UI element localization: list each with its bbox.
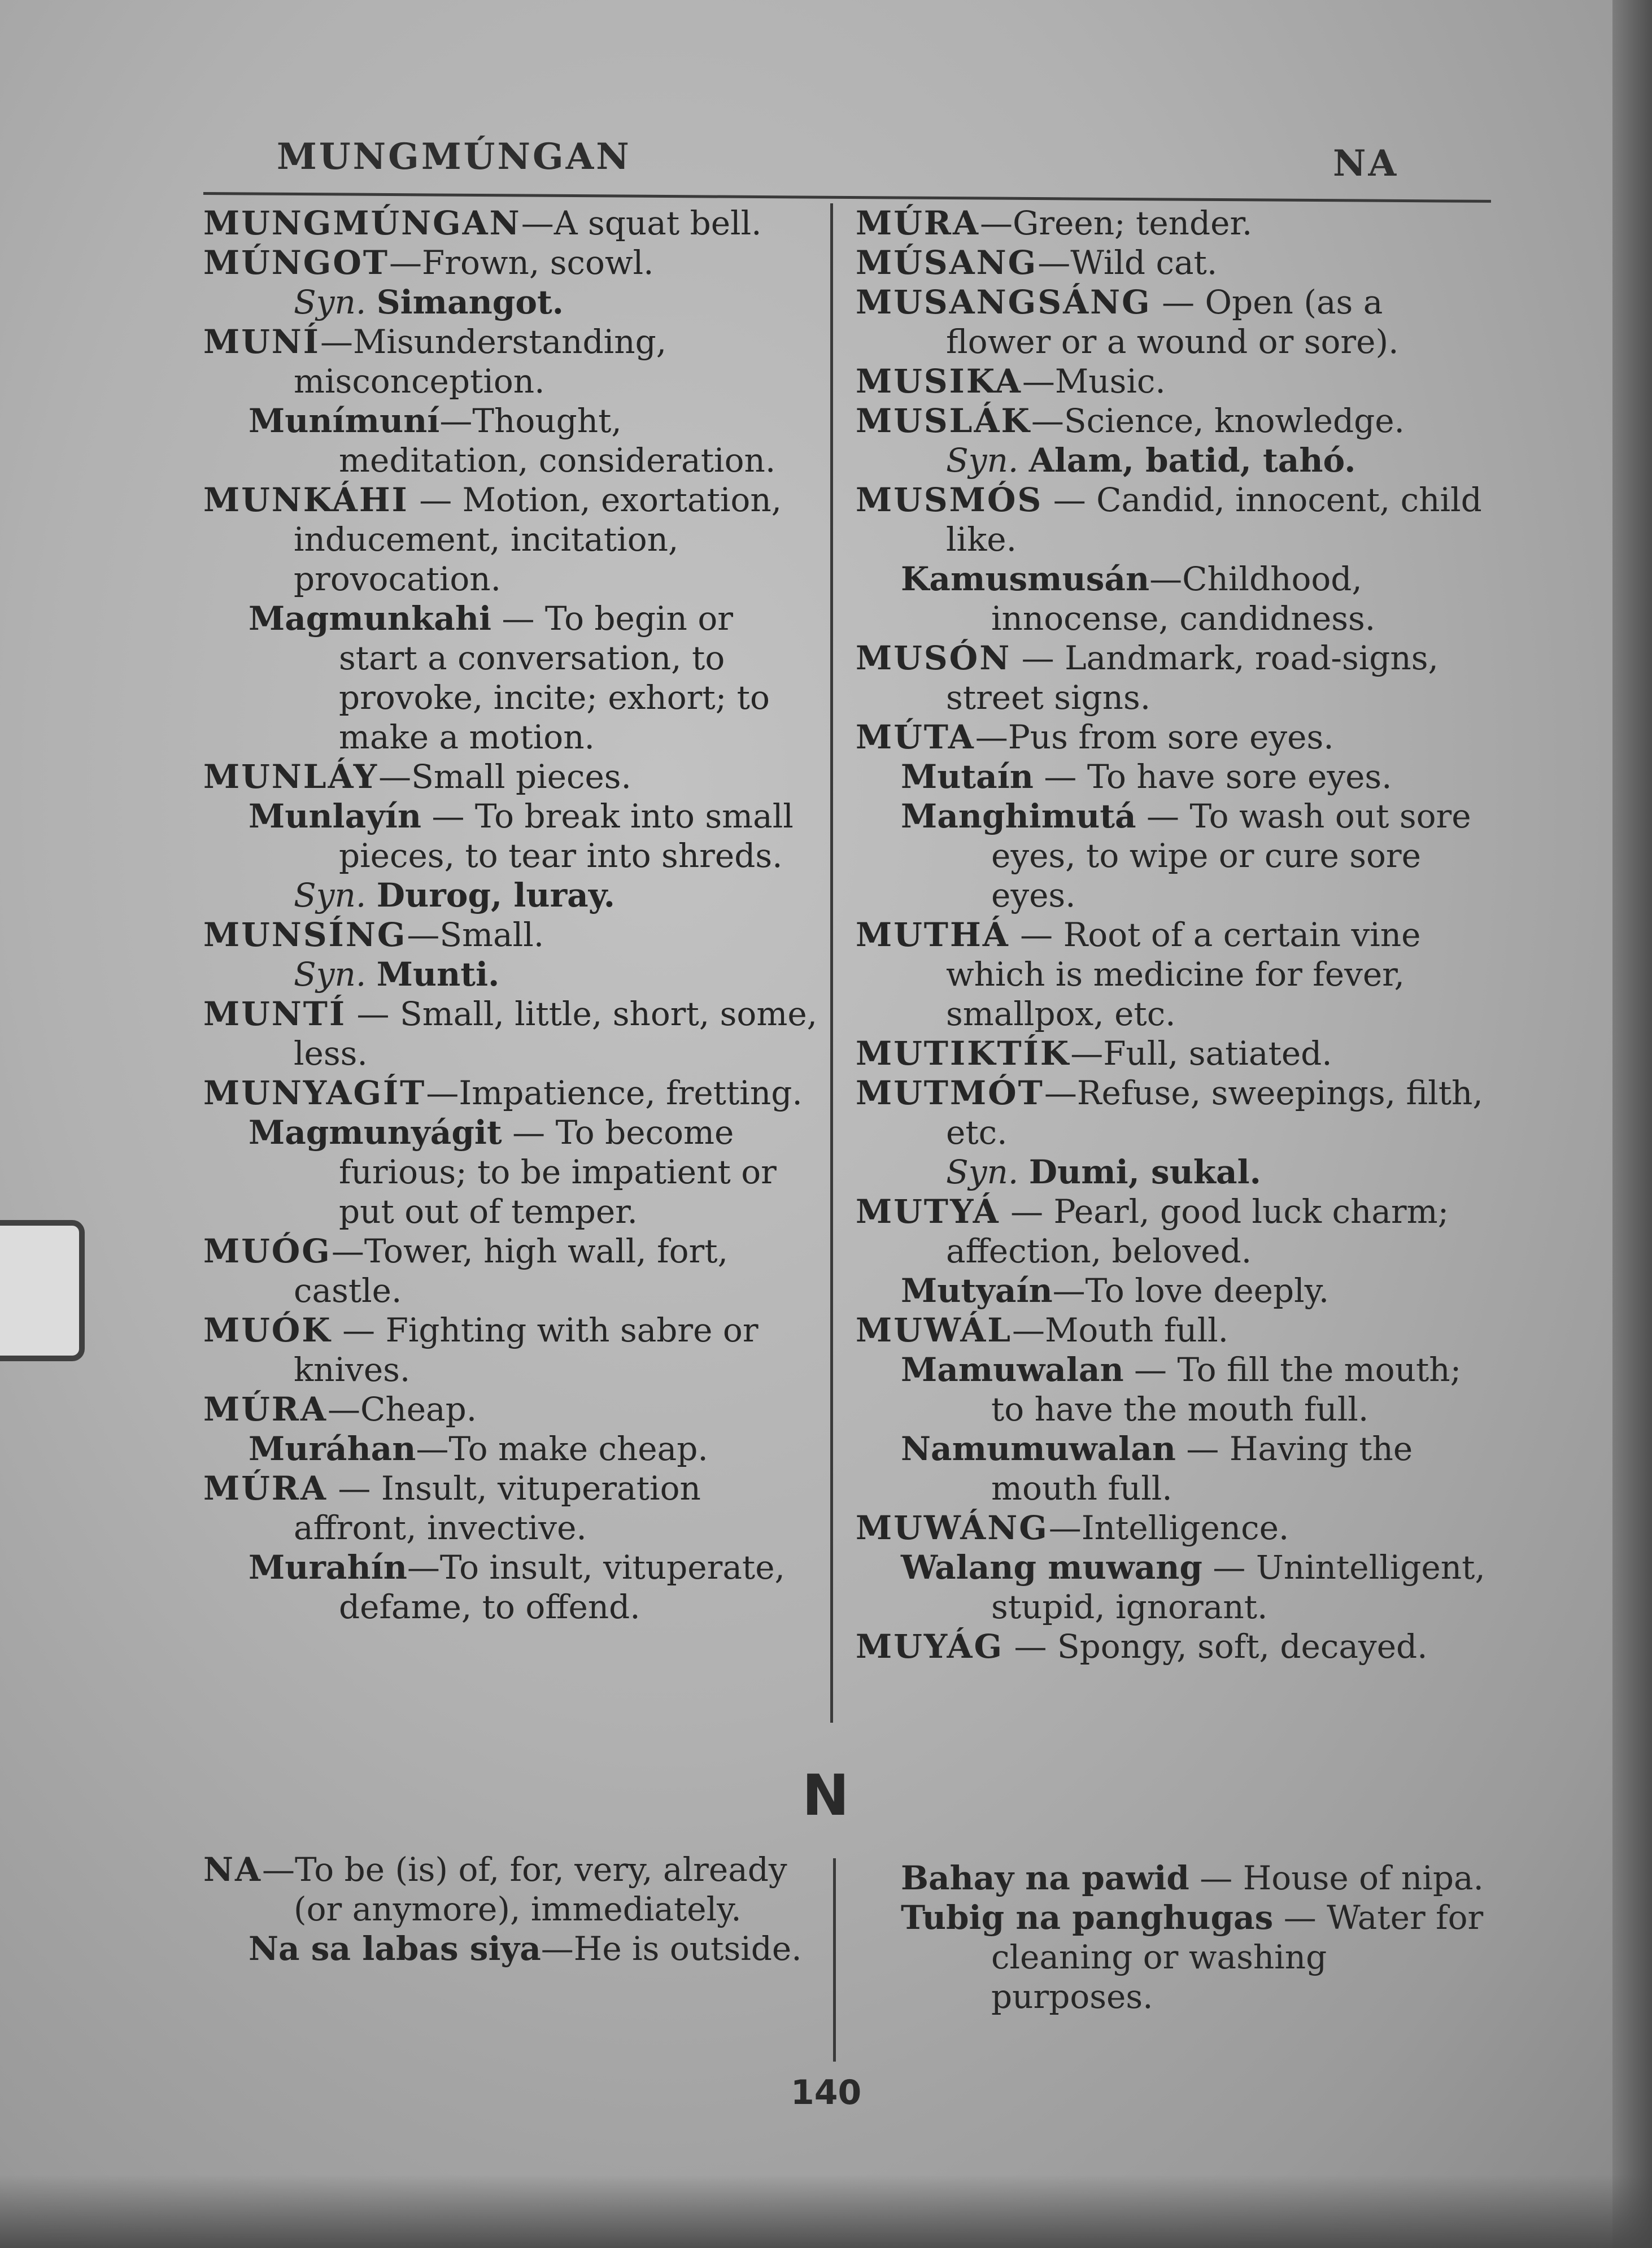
- dictionary-entry: [203, 243, 819, 282]
- sub-entry: [856, 757, 1494, 796]
- dictionary-entry: [203, 203, 819, 243]
- synonym-line: [203, 875, 819, 915]
- dictionary-entry: [203, 1389, 819, 1429]
- definition: —Science, knowledge.: [1031, 402, 1405, 440]
- synonym-words: Simangot.: [376, 283, 564, 321]
- headword: MUSANGSÁNG: [856, 283, 1152, 321]
- synonym-line: [203, 955, 819, 994]
- definition: —To love deeply.: [1052, 1271, 1330, 1310]
- definition: —Tower, high wall, fort, castle.: [294, 1232, 729, 1310]
- sub-entry: [203, 796, 819, 875]
- definition: — Fighting with sabre or knives.: [294, 1311, 759, 1389]
- synonym-line: [856, 1152, 1494, 1192]
- definition: —Intelligence.: [1048, 1509, 1289, 1547]
- dictionary-entry: [856, 1627, 1494, 1666]
- sub-entry: [856, 1271, 1494, 1310]
- headword: MUTIKTÍK: [856, 1034, 1071, 1073]
- definition: —Wild cat.: [1038, 243, 1218, 282]
- sub-entry: [203, 1929, 819, 1968]
- definition: —Cheap.: [327, 1390, 477, 1428]
- sub-headword: Tubig na panghugas: [901, 1898, 1274, 1937]
- headword: NA: [203, 1850, 263, 1889]
- definition: — To begin or start a conversation, to provoke, incite; exhort; to make a motion.: [339, 599, 770, 756]
- dictionary-entry: [203, 1073, 819, 1113]
- definition: —Frown, scowl.: [389, 243, 654, 282]
- right-column: [856, 203, 1494, 1666]
- headword: MUTYÁ: [856, 1192, 1000, 1231]
- synonym-line: [203, 282, 819, 322]
- dictionary-entry: [856, 915, 1494, 1034]
- sub-entry: [856, 559, 1494, 638]
- synonym-words: Munti.: [376, 955, 500, 994]
- headword: MUÓK: [203, 1311, 332, 1349]
- headword: MUWÁNG: [856, 1509, 1049, 1547]
- dictionary-entry: [856, 203, 1494, 243]
- headword: MUTMÓT: [856, 1074, 1044, 1112]
- sub-headword: Mutaín: [901, 757, 1034, 796]
- sub-headword: Walang muwang: [901, 1548, 1202, 1587]
- synonym-label: Syn.: [294, 876, 367, 914]
- definition: —Refuse, sweepings, filth, etc.: [946, 1074, 1483, 1152]
- sub-headword: Murahín: [249, 1548, 407, 1587]
- definition: — To have sore eyes.: [1033, 757, 1392, 796]
- synonym-words: Dumi, sukal.: [1028, 1153, 1261, 1191]
- dictionary-entry: [856, 401, 1494, 441]
- definition: —A squat bell.: [521, 204, 762, 242]
- dictionary-entry: [856, 717, 1494, 757]
- headword: MÚNGOT: [203, 243, 390, 282]
- sub-entry: [856, 1858, 1494, 1898]
- n-left-column: [203, 1850, 819, 1968]
- headword: MUNTÍ: [203, 995, 347, 1033]
- sub-entry: [856, 1548, 1494, 1627]
- definition: — Root of a certain vine which is medicine for fever, smallpox, etc.: [946, 916, 1421, 1033]
- headword: MÚSANG: [856, 243, 1038, 282]
- sub-headword: Muráhan: [249, 1430, 416, 1468]
- left-column: [203, 203, 819, 1627]
- sub-headword: Munlayín: [249, 797, 422, 835]
- sub-entry: [203, 401, 819, 480]
- definition: —Mouth full.: [1012, 1311, 1229, 1349]
- sub-headword: Namumuwalan: [901, 1430, 1176, 1468]
- dictionary-entry: [856, 361, 1494, 401]
- headword: MUNYAGÍT: [203, 1074, 426, 1112]
- headword: MUSÓN: [856, 639, 1012, 677]
- headword: MUNGMÚNGAN: [203, 204, 521, 242]
- book-spine-shadow: [1612, 0, 1652, 2248]
- sub-entry: [203, 599, 819, 757]
- dictionary-entry: [203, 1231, 819, 1310]
- definition: —Childhood, innocense, candidness.: [991, 560, 1376, 638]
- sub-headword: Manghimutá: [901, 797, 1136, 835]
- headword: MUNÍ: [203, 323, 320, 361]
- definition: —Green; tender.: [979, 204, 1253, 242]
- dictionary-entry: [856, 1508, 1494, 1548]
- dictionary-entry: [203, 757, 819, 796]
- sub-entry: [856, 796, 1494, 915]
- definition: —Thought, meditation, consideration.: [339, 402, 776, 480]
- dictionary-entry: [203, 322, 819, 401]
- definition: — To break into small pieces, to tear into shreds.: [339, 797, 794, 875]
- headword: MUSLÁK: [856, 402, 1031, 440]
- definition: — Landmark, road-signs, street signs.: [946, 639, 1439, 717]
- sub-entry: [203, 1113, 819, 1231]
- sub-headword: Kamusmusán: [901, 560, 1150, 598]
- definition: —To be (is) of, for, very, already (or anymore), immediately.: [262, 1850, 787, 1928]
- definition: —Full, satiated.: [1070, 1034, 1332, 1073]
- definition: —To make cheap.: [416, 1430, 708, 1468]
- headword: MUWÁL: [856, 1311, 1012, 1349]
- sub-entry: [856, 1429, 1494, 1508]
- headword: MUNKÁHI: [203, 481, 409, 519]
- headword: MUSMÓS: [856, 481, 1043, 519]
- dictionary-entry: [203, 1469, 819, 1548]
- definition: —To insult, vituperate, defame, to offend.: [339, 1548, 785, 1626]
- definition: —Impatience, fretting.: [426, 1074, 803, 1112]
- sub-headword: Munímuní: [249, 402, 440, 440]
- sub-headword: Mamuwalan: [901, 1350, 1124, 1389]
- sub-entry: [203, 1548, 819, 1627]
- definition: —He is outside.: [541, 1929, 802, 1968]
- sub-entry: [856, 1350, 1494, 1429]
- definition: — Spongy, soft, decayed.: [1004, 1627, 1428, 1666]
- synonym-words: Durog, luray.: [376, 876, 615, 914]
- definition: — Unintelligent, stupid, ignorant.: [991, 1548, 1485, 1626]
- bottom-edge-shadow: [0, 2175, 1652, 2248]
- dictionary-entry: [203, 1850, 819, 1929]
- dictionary-entry: [856, 1192, 1494, 1271]
- headword: MÚRA: [203, 1390, 328, 1428]
- section-letter: N: [802, 1762, 849, 1828]
- dictionary-entry: [856, 243, 1494, 282]
- definition: — To wash out sore eyes, to wipe or cure sore eyes.: [991, 797, 1471, 914]
- synonym-label: Syn.: [946, 441, 1019, 480]
- definition: — Candid, innocent, child like.: [946, 481, 1482, 559]
- sub-headword: Magmunkahi: [249, 599, 492, 638]
- definition: — Pearl, good luck charm; affection, beloved.: [946, 1192, 1449, 1270]
- definition: — Water for cleaning or washing purposes.: [991, 1898, 1484, 2016]
- headword: MUYÁG: [856, 1627, 1004, 1666]
- definition: —Misunderstanding, misconception.: [294, 323, 667, 400]
- dictionary-entry: [856, 1073, 1494, 1152]
- definition: — Small, little, short, some, less.: [294, 995, 818, 1073]
- running-head-left: MUNGMÚNGAN: [277, 136, 631, 178]
- sub-entry: [203, 1429, 819, 1469]
- sub-headword: Na sa labas siya: [249, 1929, 541, 1968]
- synonym-label: Syn.: [946, 1153, 1019, 1191]
- definition: — Open (as a flower or a wound or sore).: [946, 283, 1399, 361]
- definition: — House of nipa.: [1189, 1859, 1484, 1897]
- n-right-column: [856, 1858, 1494, 2016]
- dictionary-entry: [856, 1310, 1494, 1350]
- synonym-label: Syn.: [294, 283, 367, 321]
- synonym-line: [856, 441, 1494, 480]
- dictionary-entry: [203, 480, 819, 599]
- sub-headword: Bahay na pawid: [901, 1859, 1189, 1897]
- column-divider-bottom: [833, 1858, 836, 2062]
- definition: — To become furious; to be impatient or put out of temper.: [339, 1113, 777, 1231]
- definition: — Insult, vituperation affront, invective.: [294, 1469, 701, 1547]
- headword: MUNSÍNG: [203, 916, 407, 954]
- headword: MUÓG: [203, 1232, 332, 1270]
- headword: MUSIKA: [856, 362, 1022, 400]
- dictionary-entry: [203, 915, 819, 955]
- definition: —Small.: [407, 916, 544, 954]
- headword: MUTHÁ: [856, 916, 1010, 954]
- definition: —Pus from sore eyes.: [975, 718, 1334, 756]
- dictionary-entry: [203, 994, 819, 1073]
- sub-headword: Mutyaín: [901, 1271, 1053, 1310]
- headword: MÚRA: [856, 204, 980, 242]
- headword: MÚTA: [856, 718, 975, 756]
- headword: MUNLÁY: [203, 757, 379, 796]
- dictionary-entry: [856, 638, 1494, 717]
- dictionary-entry: [856, 282, 1494, 361]
- page-number: 140: [791, 2073, 862, 2112]
- dictionary-entry: [856, 480, 1494, 559]
- dictionary-entry: [203, 1310, 819, 1389]
- definition: — Motion, exortation, inducement, incitation, provocation.: [294, 481, 782, 598]
- synonym-words: Alam, batid, tahó.: [1028, 441, 1356, 480]
- definition: —Small pieces.: [378, 757, 631, 796]
- running-head-right: NA: [1333, 142, 1399, 185]
- definition: — Having the mouth full.: [991, 1430, 1413, 1508]
- sub-headword: Magmunyágit: [249, 1113, 502, 1152]
- synonym-label: Syn.: [294, 955, 367, 994]
- sub-entry: [856, 1898, 1494, 2016]
- definition: — To fill the mouth; to have the mouth full.: [991, 1350, 1462, 1428]
- thumb-index-tab: [0, 1220, 85, 1361]
- dictionary-entry: [856, 1034, 1494, 1073]
- headword: MÚRA: [203, 1469, 328, 1508]
- column-divider-top: [830, 203, 833, 1723]
- definition: —Music.: [1022, 362, 1166, 400]
